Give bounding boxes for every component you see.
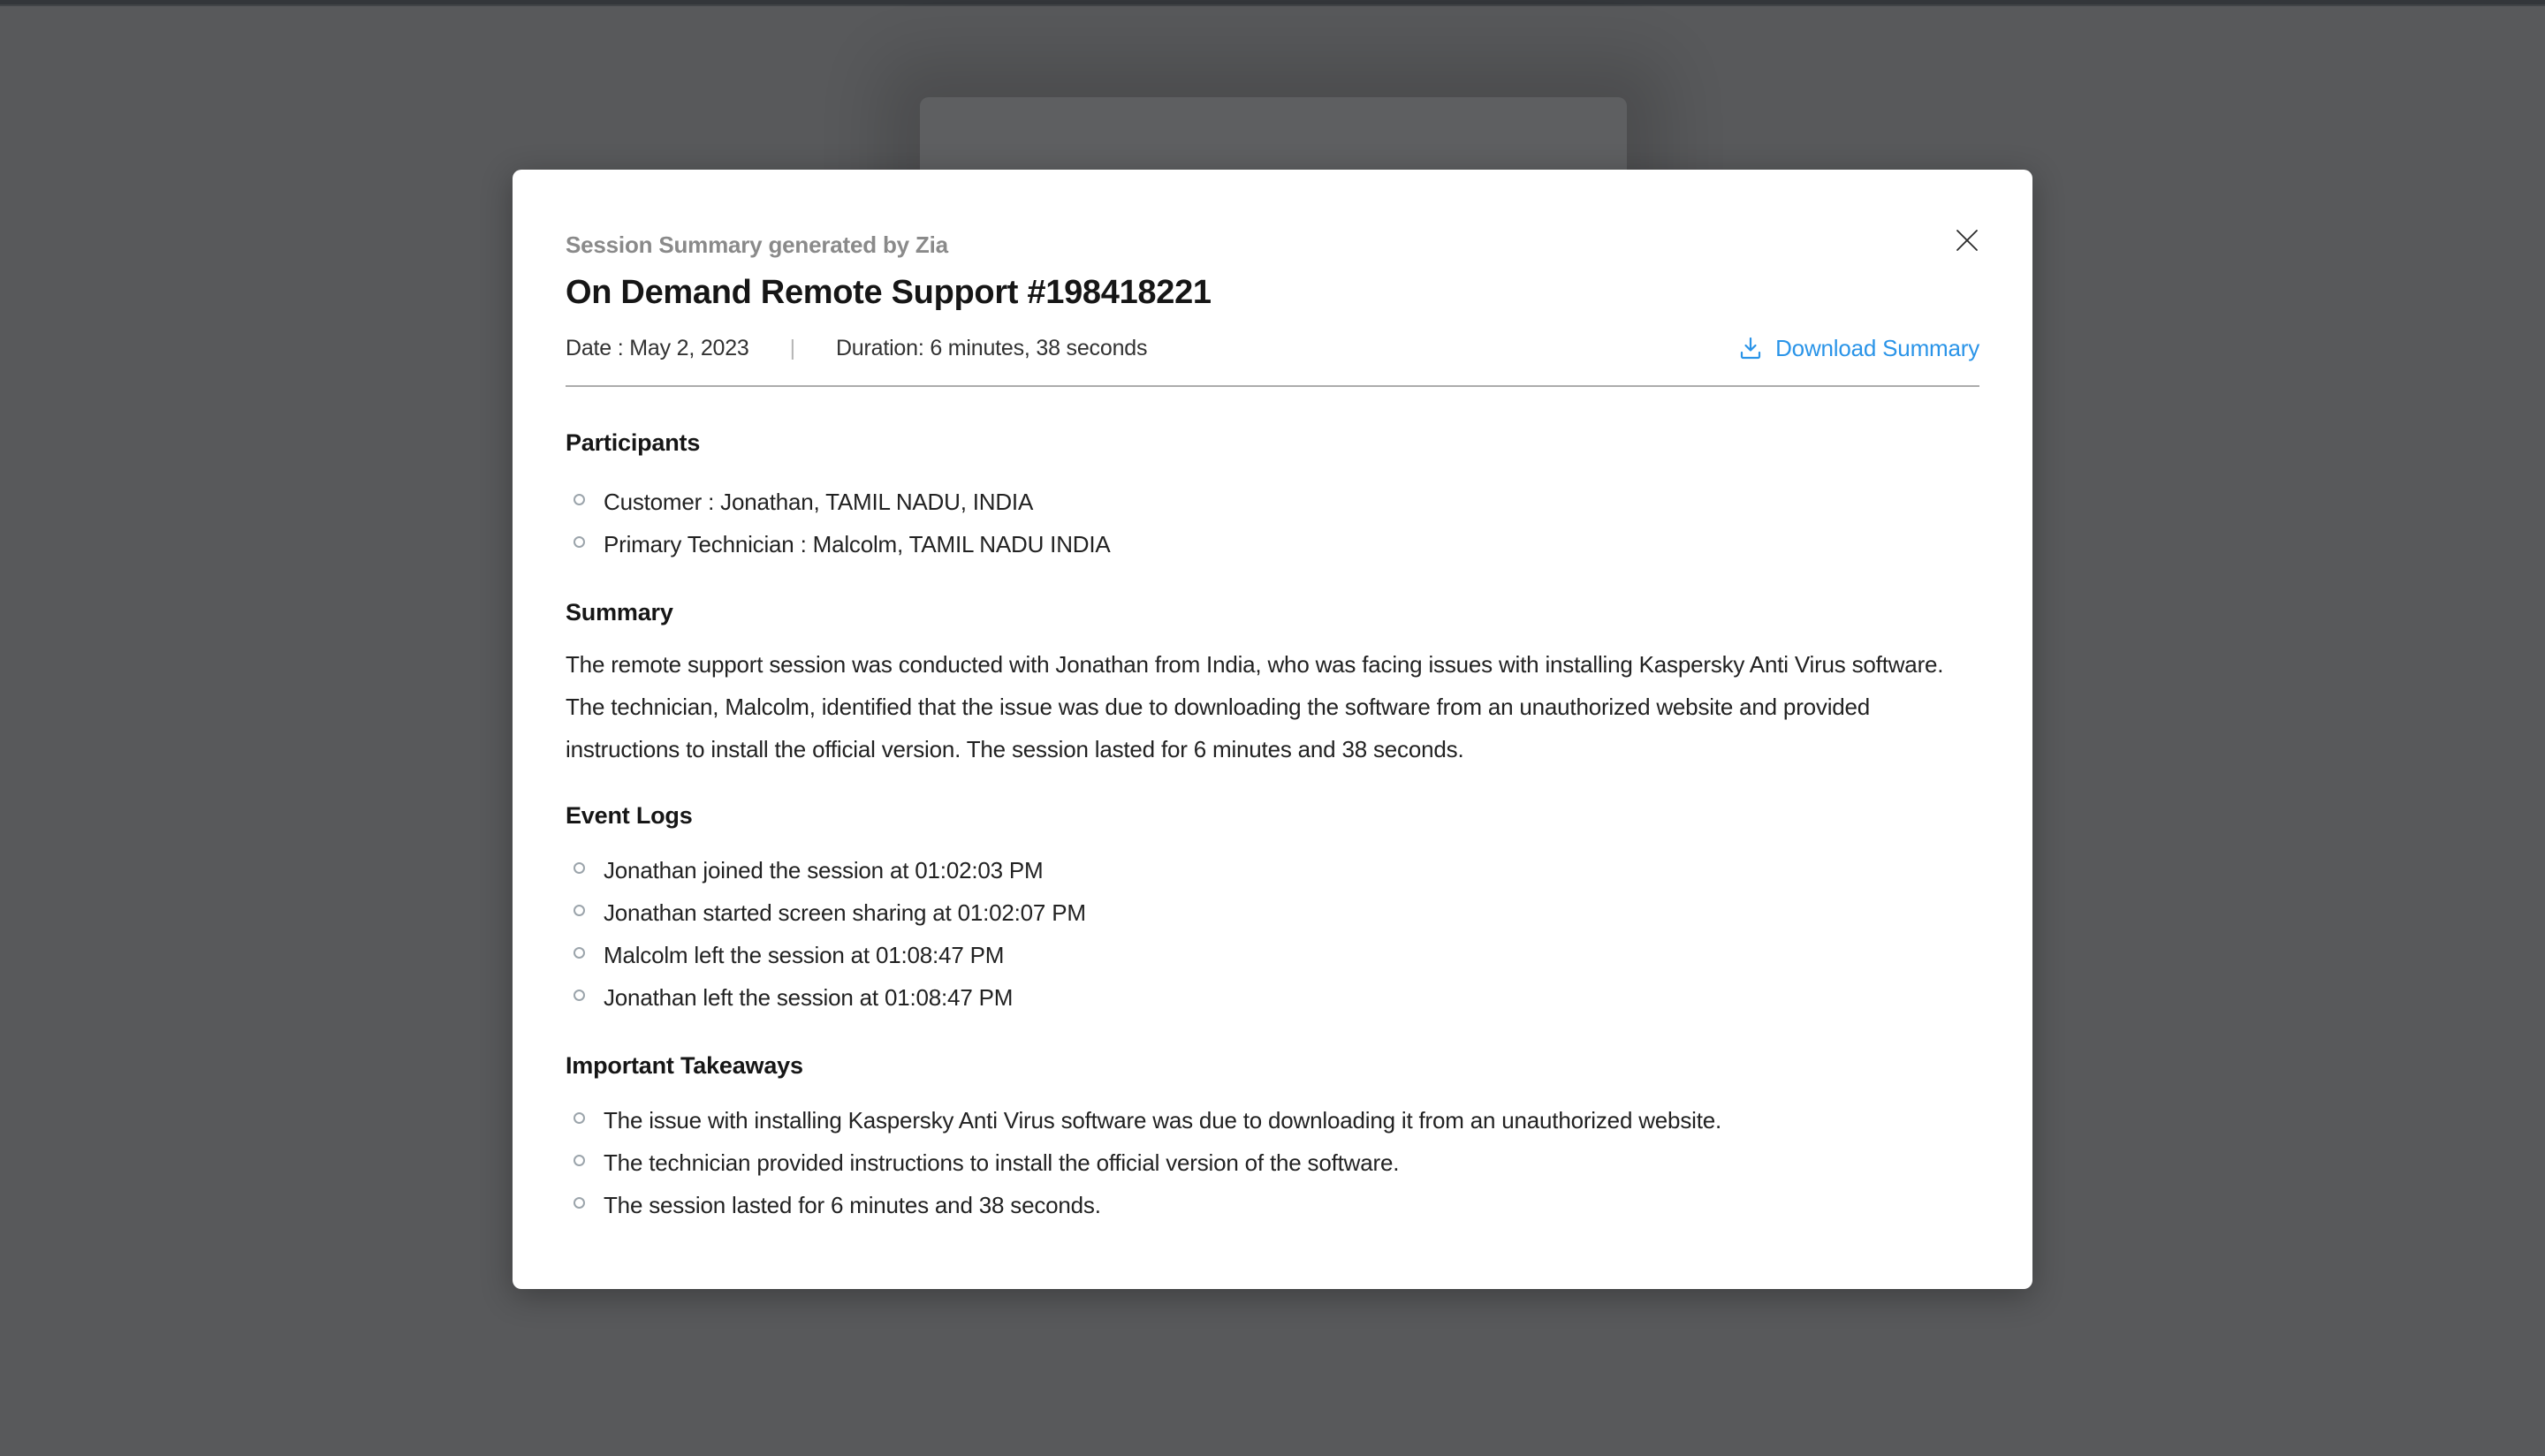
session-duration: Duration: 6 minutes, 38 seconds (835, 336, 1148, 360)
meta-separator: | (789, 336, 795, 360)
session-date: Date : May 2, 2023 (566, 336, 749, 360)
bullet-icon (574, 494, 585, 505)
dialog-eyebrow: Session Summary generated by Zia (566, 231, 948, 258)
bullet-icon (574, 1112, 585, 1124)
close-button[interactable] (1951, 224, 1983, 256)
list-item (566, 934, 1979, 976)
takeaway-entry: The technician provided instructions to install the official version of the software. (604, 1149, 1400, 1176)
event-logs-list (566, 849, 1979, 1019)
bullet-icon (574, 1155, 585, 1166)
event-log-entry: Jonathan joined the session at 01:02:03 PM (604, 857, 1044, 883)
list-item (566, 976, 1979, 1019)
event-log-entry: Jonathan left the session at 01:08:47 PM (604, 984, 1014, 1011)
takeaways-heading: Important Takeaways (566, 1052, 803, 1079)
event-logs-heading: Event Logs (566, 802, 693, 829)
dialog-title: On Demand Remote Support #198418221 (566, 274, 1212, 311)
list-item (566, 849, 1979, 891)
takeaways-list (566, 1099, 1979, 1226)
download-summary-label: Download Summary (1775, 334, 1979, 361)
participant-technician: Primary Technician : Malcolm, TAMIL NADU INDIA (604, 531, 1111, 557)
header-divider (566, 385, 1979, 387)
session-summary-dialog (513, 170, 2032, 1289)
summary-paragraph: The remote support session was conducted with Jonathan from India, who was facing issues with installing Kaspersky Anti Virus software. The technician, Malcolm, identified that the issue was due to downloading the software from an unauthorized website and provided instructions to install the official version. The session lasted for 6 minutes and 38 seconds. (566, 651, 1944, 762)
bullet-icon (574, 862, 585, 874)
bullet-icon (574, 536, 585, 548)
bullet-icon (574, 990, 585, 1001)
takeaway-entry: The session lasted for 6 minutes and 38 seconds. (604, 1192, 1101, 1218)
participants-list (566, 481, 1979, 565)
close-icon (1955, 228, 1979, 253)
summary-heading: Summary (566, 599, 673, 626)
list-item (566, 1141, 1979, 1184)
bullet-icon (574, 947, 585, 959)
download-icon (1738, 336, 1763, 360)
list-item (566, 1184, 1979, 1226)
list-item (566, 523, 1979, 565)
session-meta-row (566, 334, 1979, 362)
participants-heading: Participants (566, 429, 701, 456)
list-item (566, 1099, 1979, 1141)
event-log-entry: Jonathan started screen sharing at 01:02:07 PM (604, 899, 1086, 926)
screen-top-bar (0, 0, 2545, 6)
download-summary-button[interactable] (1738, 335, 1979, 362)
participant-customer: Customer : Jonathan, TAMIL NADU, INDIA (604, 489, 1034, 515)
event-log-entry: Malcolm left the session at 01:08:47 PM (604, 942, 1005, 968)
list-item (566, 891, 1979, 934)
list-item (566, 481, 1979, 523)
bullet-icon (574, 905, 585, 916)
takeaway-entry: The issue with installing Kaspersky Anti Virus software was due to downloading it from an unauthorized website. (604, 1107, 1722, 1134)
bullet-icon (574, 1197, 585, 1209)
